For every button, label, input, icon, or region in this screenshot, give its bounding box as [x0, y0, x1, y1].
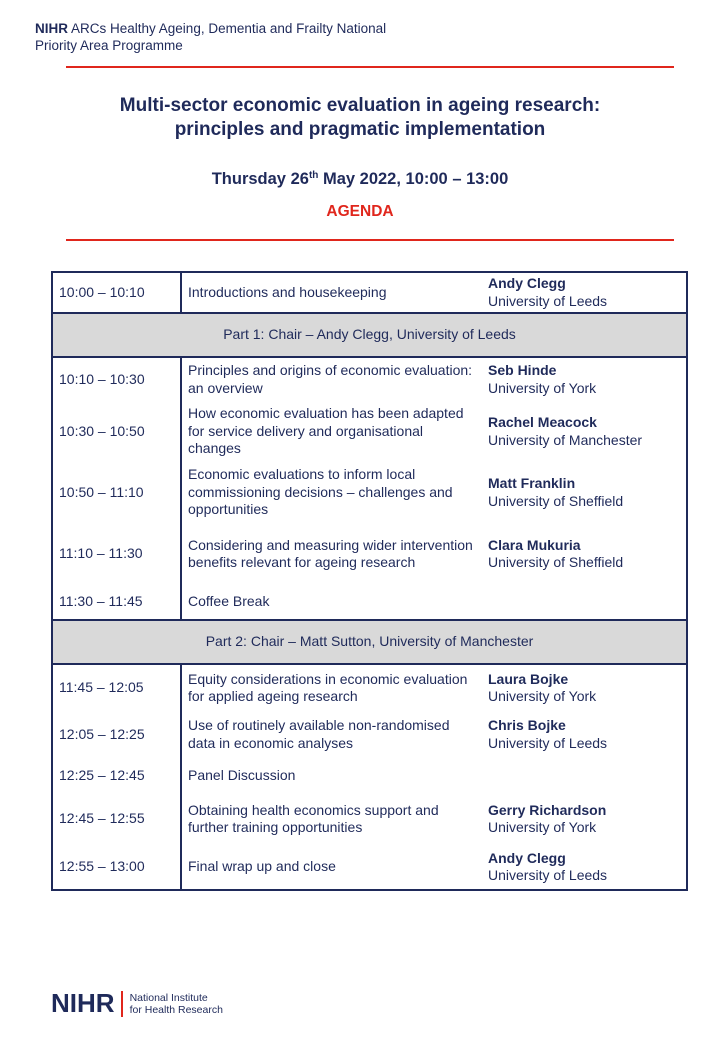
event-date	[0, 170, 720, 189]
agenda-row	[52, 401, 687, 462]
agenda-table	[51, 271, 688, 891]
speaker-affiliation: University of Leeds	[488, 292, 608, 309]
speaker-cell	[482, 272, 687, 313]
session-time: 11:10 – 11:30	[52, 523, 181, 585]
agenda-row	[52, 793, 687, 845]
session-time: 10:00 – 10:10	[52, 272, 181, 313]
session-title: Introductions and housekeeping	[188, 283, 387, 300]
speaker-affiliation: University of York	[488, 379, 597, 396]
session-title: Final wrap up and close	[188, 858, 336, 875]
speaker-affiliation: University of Leeds	[488, 867, 608, 883]
session-time: 12:25 – 12:45	[52, 758, 181, 793]
agenda-row	[52, 664, 687, 711]
session-time: 10:50 – 11:10	[52, 462, 181, 523]
date-sup: th	[308, 170, 319, 181]
speaker-name: Seb Hinde	[488, 362, 557, 378]
agenda-row	[52, 845, 687, 890]
logo-line2: for Health Research	[129, 1003, 223, 1016]
session-title: Obtaining health economics support and further training opportunities	[188, 801, 439, 835]
speaker-cell	[482, 845, 687, 890]
header-org-line2: Priority Area Programme	[35, 38, 183, 53]
agenda-row	[52, 272, 687, 313]
part-header-row	[52, 620, 687, 664]
session-title: Panel Discussion	[188, 766, 296, 783]
agenda-row	[52, 523, 687, 585]
speaker-name: Andy Clegg	[488, 275, 566, 291]
header-org-bold: NIHR	[35, 21, 68, 36]
speaker-affiliation: University of Sheffield	[488, 492, 624, 509]
speaker-cell	[482, 758, 687, 793]
session-time: 10:10 – 10:30	[52, 357, 181, 401]
speaker-affiliation: University of York	[488, 688, 597, 704]
speaker-cell	[482, 357, 687, 401]
session-title: Coffee Break	[188, 593, 270, 610]
speaker-name: Clara Mukuria	[488, 536, 581, 553]
part-header-label: Part 1: Chair – Andy Clegg, University of Leeds	[52, 313, 687, 357]
title-line1: Multi-sector economic evaluation in ageing research:	[119, 95, 601, 116]
session-title: Use of routinely available non-randomised data in economic analyses	[188, 717, 450, 751]
session-title: Principles and origins of economic evaluation: an overview	[188, 362, 473, 396]
programme-header	[35, 20, 386, 54]
session-time: 12:05 – 12:25	[52, 711, 181, 758]
header-org-line1: ARCs Healthy Ageing, Dementia and Frailty National	[68, 21, 387, 36]
date-rest: May 2022, 10:00 – 13:00	[318, 170, 509, 188]
logo-text	[130, 992, 223, 1016]
agenda-row	[52, 711, 687, 758]
logo-divider	[121, 991, 123, 1017]
speaker-name: Gerry Richardson	[488, 801, 607, 818]
speaker-name: Chris Bojke	[488, 717, 566, 733]
date-day: Thursday 26	[211, 170, 309, 188]
speaker-cell	[482, 793, 687, 845]
session-title: Economic evaluations to inform local commissioning decisions – challenges and opportunities	[188, 466, 453, 518]
speaker-cell	[482, 585, 687, 620]
agenda-row	[52, 462, 687, 523]
speaker-affiliation: University of Sheffield	[488, 554, 624, 570]
speaker-cell	[482, 523, 687, 585]
logo-line1: National Institute	[129, 991, 208, 1004]
agenda-row	[52, 357, 687, 401]
speaker-cell	[482, 711, 687, 758]
speaker-cell	[482, 462, 687, 523]
top-divider	[66, 66, 674, 68]
session-time: 12:45 – 12:55	[52, 793, 181, 845]
speaker-name: Rachel Meacock	[488, 414, 597, 430]
agenda-row	[52, 758, 687, 793]
session-title: Considering and measuring wider intervention benefits relevant for ageing research	[188, 536, 473, 570]
session-time: 12:55 – 13:00	[52, 845, 181, 890]
speaker-affiliation: University of Manchester	[488, 431, 643, 448]
speaker-cell	[482, 664, 687, 711]
session-title: How economic evaluation has been adapted for service delivery and organisational changes	[188, 405, 464, 457]
session-time: 10:30 – 10:50	[52, 401, 181, 462]
speaker-name: Matt Franklin	[488, 475, 576, 491]
agenda-label: AGENDA	[326, 203, 394, 220]
page-title	[0, 94, 720, 142]
part-header-row	[52, 313, 687, 357]
part-header-label: Part 2: Chair – Matt Sutton, University of Manchester	[52, 620, 687, 664]
bottom-divider	[66, 239, 674, 241]
session-time: 11:30 – 11:45	[52, 585, 181, 620]
agenda-row	[52, 585, 687, 620]
title-line2: principles and pragmatic implementation	[174, 119, 546, 140]
speaker-affiliation: University of Leeds	[488, 734, 608, 751]
nihr-logo	[51, 988, 223, 1019]
session-time: 11:45 – 12:05	[52, 664, 181, 711]
logo-mark: NIHR	[51, 988, 115, 1018]
session-title: Equity considerations in economic evaluation for applied ageing research	[188, 670, 468, 704]
speaker-cell	[482, 401, 687, 462]
speaker-name: Andy Clegg	[488, 849, 566, 866]
speaker-affiliation: University of York	[488, 819, 597, 835]
speaker-name: Laura Bojke	[488, 670, 569, 687]
